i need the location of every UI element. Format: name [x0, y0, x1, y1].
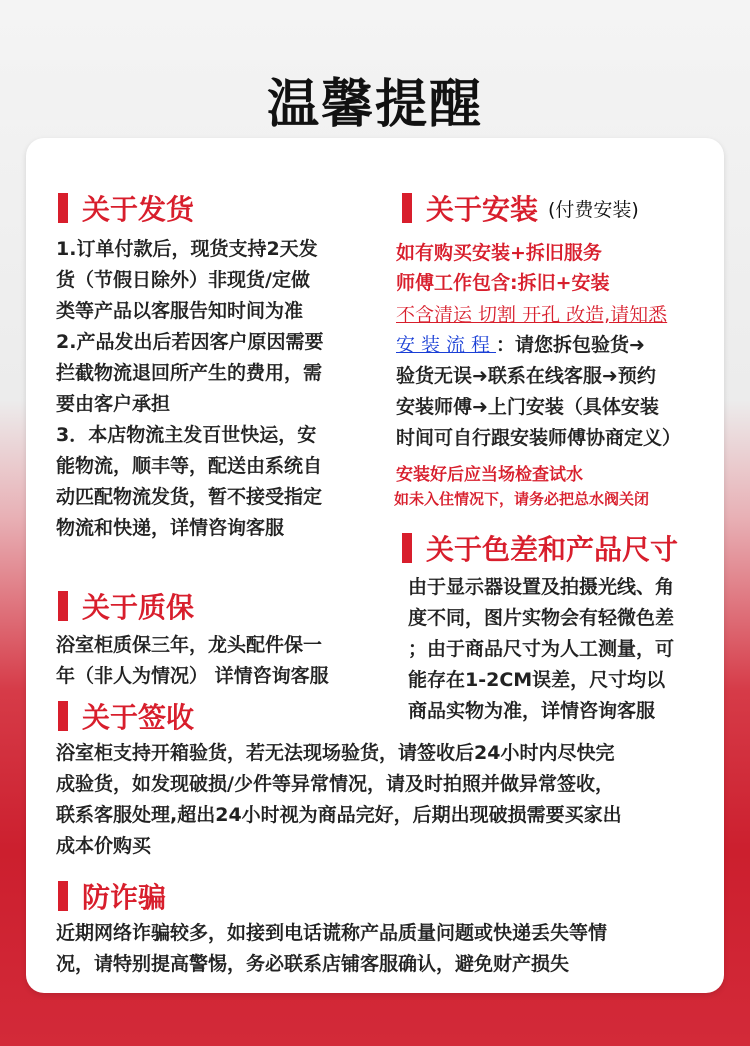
section-bar-icon: [58, 881, 68, 911]
shipping-line: 1.订单付款后，现货支持2天发: [56, 238, 318, 260]
color-size-text: [408, 572, 718, 727]
receipt-line: 联系客服处理,超出24小时视为商品完好，后期出现破损需要买家出: [56, 804, 622, 826]
color-size-heading: [402, 528, 678, 568]
install-work-line: 师傅工作包含:拆旧+安装: [396, 272, 610, 294]
warranty-heading-text: 关于质保: [82, 591, 195, 624]
color-size-line: ；由于商品尺寸为人工测量，可: [408, 638, 675, 660]
install-process-colon: ：请您拆包验货➜: [496, 334, 645, 356]
receipt-line: 成本价购买: [56, 835, 152, 857]
receipt-text: [56, 738, 716, 862]
shipping-line: 类等产品以客服告知时间为准: [56, 300, 304, 322]
shipping-heading-text: 关于发货: [82, 193, 195, 226]
anti-fraud-line: 况，请特别提高警惕，务必联系店铺客服确认，避免财产损失: [56, 953, 570, 975]
receipt-heading: [58, 696, 194, 736]
shipping-line: 物流和快递，详情咨询客服: [56, 517, 285, 539]
section-bar-icon: [402, 193, 412, 223]
warranty-line: 年（非人为情况） 详情咨询客服: [56, 665, 329, 687]
receipt-line: 浴室柜支持开箱验货，若无法现场验货，请签收后24小时内尽快完: [56, 742, 615, 764]
section-bar-icon: [402, 533, 412, 563]
shipping-line: 货（节假日除外）非现货/定做: [56, 269, 310, 291]
shipping-line: 能物流，顺丰等，配送由系统自: [56, 455, 323, 477]
warranty-line: 浴室柜质保三年，龙头配件保一: [56, 634, 323, 656]
shipping-heading: [58, 188, 194, 228]
anti-fraud-heading: [58, 876, 166, 916]
install-valve-note: 如未入住情况下，请务必把总水阀关闭: [394, 490, 650, 508]
shipping-text: [56, 234, 386, 544]
page-title: 温馨提醒: [266, 75, 483, 135]
install-process-line: 验货无误➜联系在线客服➜预约: [396, 365, 656, 387]
shipping-line: 3．本店物流主发百世快运，安: [56, 424, 317, 446]
shipping-line: 动匹配物流发货，暂不接受指定: [56, 486, 323, 508]
install-process-line: 时间可自行跟安装师傅协商定义）: [396, 427, 682, 449]
section-bar-icon: [58, 701, 68, 731]
install-process-link[interactable]: 安装流程: [396, 334, 497, 356]
color-size-heading-text: 关于色差和产品尺寸: [426, 533, 679, 566]
install-heading-text: 关于安装: [426, 193, 539, 226]
receipt-heading-text: 关于签收: [82, 701, 195, 734]
install-process: [396, 330, 722, 454]
install-service-line: 如有购买安装+拆旧服务: [396, 242, 602, 264]
shipping-line: 要由客户承担: [56, 393, 171, 415]
shipping-line: 拦截物流退回所产生的费用，需: [56, 362, 323, 384]
color-size-line: 由于显示器设置及拍摄光线、角: [408, 576, 675, 598]
color-size-line: 度不同，图片实物会有轻微色差: [408, 607, 675, 629]
warranty-heading: [58, 586, 194, 626]
anti-fraud-text: [56, 918, 716, 980]
install-process-first-line: [396, 330, 722, 361]
shipping-line: 2.产品发出后若因客户原因需要: [56, 331, 324, 353]
install-exclusion-line: 不含清运 切割 开孔 改造,请知悉: [396, 304, 668, 326]
color-size-line: 能存在1-2CM误差，尺寸均以: [408, 669, 666, 691]
color-size-line: 商品实物为准，详情咨询客服: [408, 700, 656, 722]
section-bar-icon: [58, 591, 68, 621]
warranty-text: [56, 630, 396, 692]
receipt-line: 成验货，如发现破损/少件等异常情况，请及时拍照并做异常签收，: [56, 773, 614, 795]
notice-card: [26, 138, 724, 993]
anti-fraud-heading-text: 防诈骗: [82, 881, 167, 914]
install-heading: [402, 188, 639, 228]
install-check-note: 安装好后应当场检查试水: [396, 465, 583, 485]
section-bar-icon: [58, 193, 68, 223]
anti-fraud-line: 近期网络诈骗较多，如接到电话谎称产品质量问题或快递丢失等情: [56, 922, 608, 944]
install-heading-note: (付费安装): [548, 198, 639, 221]
install-process-line: 安装师傅➜上门安装（具体安装: [396, 396, 659, 418]
